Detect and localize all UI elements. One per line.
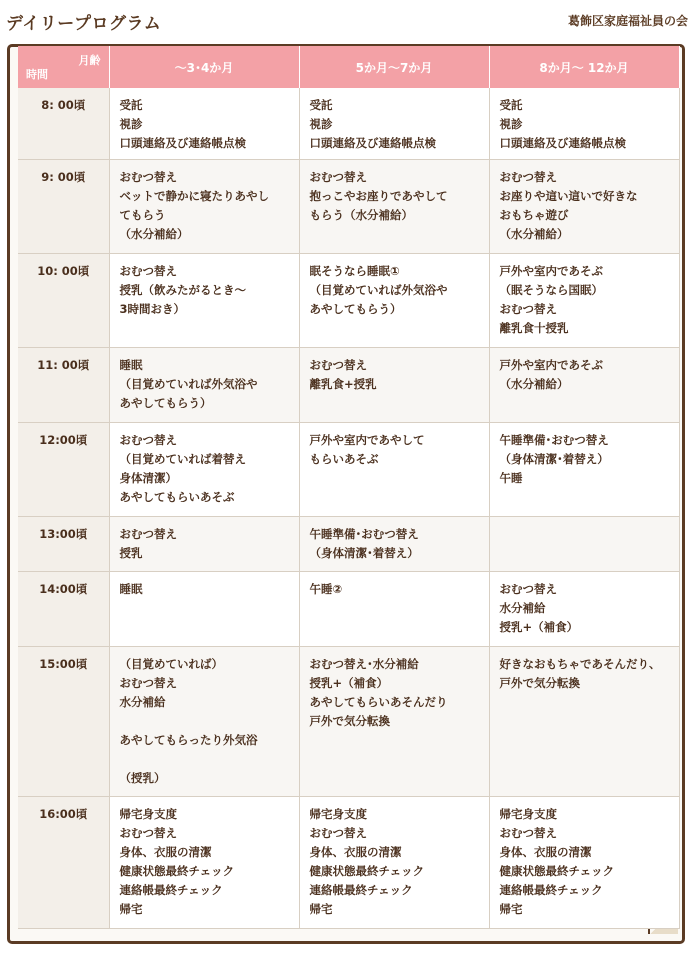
schedule-body xyxy=(18,88,679,929)
activity-cell xyxy=(299,254,489,348)
activity-line: おむつ替え xyxy=(119,170,177,184)
activity-line: 戸外で気分転換 xyxy=(499,676,580,690)
daily-program-table xyxy=(18,46,680,929)
activity-cell xyxy=(489,160,679,254)
activity-line: 眠そうなら睡眠① xyxy=(309,264,400,278)
time-cell: 10: 00頃 xyxy=(18,254,109,348)
activity-line: 連絡帳最終チェック xyxy=(309,883,413,897)
activity-line: 帰宅身支度 xyxy=(309,807,367,821)
activity-line: お座りや這い這いで好きな xyxy=(499,189,638,203)
activity-line: おむつ替え xyxy=(499,582,557,596)
activity-cell xyxy=(489,254,679,348)
activity-line: ベットで静かに寝たりあやし xyxy=(119,189,269,203)
time-cell: 11: 00頃 xyxy=(18,348,109,423)
activity-line xyxy=(120,750,291,769)
activity-line: 離乳食十授乳 xyxy=(499,321,569,335)
activity-line: もらいあそぶ xyxy=(309,452,379,466)
page-title: デイリープログラム xyxy=(6,14,162,34)
time-axis-label: 時間 xyxy=(26,68,48,81)
activity-cell xyxy=(489,647,679,797)
activity-line: 水分補給 xyxy=(499,601,546,615)
activity-line: 身体、衣服の清潔 xyxy=(499,845,592,859)
table-row xyxy=(18,517,679,572)
activity-cell xyxy=(299,88,489,160)
activity-line: あやしてもらいあそぶ xyxy=(119,490,235,504)
activity-cell xyxy=(489,88,679,160)
activity-cell xyxy=(109,797,299,929)
activity-cell xyxy=(489,797,679,929)
activity-line: （身体清潔･着替え） xyxy=(309,546,419,560)
activity-line: 身体、衣服の清潔 xyxy=(119,845,212,859)
activity-line: 水分補給 xyxy=(119,695,166,709)
column-header-2: 8か月〜 12か月 xyxy=(489,46,679,88)
activity-line: 視診 xyxy=(119,117,143,131)
activity-line: （水分補給） xyxy=(119,227,189,241)
activity-line: 好きなおもちゃであそんだり、 xyxy=(499,657,661,671)
activity-line: あやしてもらう） xyxy=(309,302,402,316)
activity-line: 受託 xyxy=(309,98,333,112)
activity-line: 視診 xyxy=(499,117,523,131)
activity-line: 帰宅身支度 xyxy=(499,807,557,821)
activity-line: 帰宅身支度 xyxy=(119,807,177,821)
time-cell: 14:00頃 xyxy=(18,572,109,647)
activity-line: もらう（水分補給） xyxy=(309,208,413,222)
activity-cell xyxy=(299,517,489,572)
activity-line: 午睡準備･おむつ替え xyxy=(309,527,419,541)
activity-line: あやしてもらう） xyxy=(119,396,212,410)
activity-line: 健康状態最終チェック xyxy=(499,864,615,878)
activity-line: おむつ替え xyxy=(119,433,177,447)
activity-line: 午睡準備･おむつ替え xyxy=(499,433,609,447)
activity-line: 健康状態最終チェック xyxy=(309,864,425,878)
activity-line: 授乳+（補食） xyxy=(309,676,389,690)
activity-line: おむつ替え xyxy=(309,170,367,184)
column-header-0: 〜3･4か月 xyxy=(109,46,299,88)
activity-cell xyxy=(109,160,299,254)
activity-line: おむつ替え xyxy=(309,826,367,840)
activity-line: おもちゃ遊び xyxy=(499,208,569,222)
activity-cell xyxy=(299,572,489,647)
activity-line: （目覚めていれば着替え xyxy=(119,452,246,466)
activity-line: 午睡 xyxy=(499,471,523,485)
time-cell: 16:00頃 xyxy=(18,797,109,929)
table-row xyxy=(18,88,679,160)
activity-line: おむつ替え xyxy=(119,264,177,278)
activity-line: 連絡帳最終チェック xyxy=(119,883,223,897)
table-row xyxy=(18,423,679,517)
activity-line: 連絡帳最終チェック xyxy=(499,883,603,897)
activity-cell xyxy=(109,254,299,348)
activity-line: おむつ替え xyxy=(309,358,367,372)
activity-line: おむつ替え xyxy=(499,826,557,840)
activity-line: おむつ替え xyxy=(119,676,177,690)
activity-line: 帰宅 xyxy=(499,902,523,916)
activity-cell xyxy=(489,572,679,647)
table-row xyxy=(18,160,679,254)
activity-line: あやしてもらったり外気浴 xyxy=(119,733,258,747)
activity-line: （目覚めていれば外気浴や xyxy=(309,283,448,297)
time-cell: 15:00頃 xyxy=(18,647,109,797)
activity-line: 戸外や室内であそぶ xyxy=(499,264,603,278)
activity-cell xyxy=(109,423,299,517)
activity-line: （授乳） xyxy=(119,771,166,785)
activity-line: 口頭連絡及び連絡帳点検 xyxy=(119,136,246,150)
activity-line: 睡眠 xyxy=(119,582,143,596)
activity-line: てもらう xyxy=(119,208,166,222)
age-axis-label: 月齢 xyxy=(78,54,101,67)
activity-cell xyxy=(299,423,489,517)
activity-line: 帰宅 xyxy=(119,902,143,916)
activity-line: （身体清潔･着替え） xyxy=(499,452,609,466)
activity-cell xyxy=(299,647,489,797)
activity-line: 帰宅 xyxy=(309,902,333,916)
activity-cell xyxy=(109,647,299,797)
activity-line: 離乳食+授乳 xyxy=(309,377,377,391)
corner-header-cell xyxy=(18,46,109,88)
activity-cell xyxy=(489,423,679,517)
activity-line: 身体、衣服の清潔 xyxy=(309,845,402,859)
activity-line: おむつ替え xyxy=(119,826,177,840)
activity-cell xyxy=(109,572,299,647)
activity-cell xyxy=(299,797,489,929)
organization-name: 葛飾区家庭福祉員の会 xyxy=(567,14,688,28)
table-header-row xyxy=(18,46,679,88)
activity-line: あやしてもらいあそんだり xyxy=(309,695,448,709)
activity-cell xyxy=(299,348,489,423)
table-row xyxy=(18,572,679,647)
activity-line: 睡眠 xyxy=(119,358,143,372)
activity-line: 戸外で気分転換 xyxy=(309,714,390,728)
activity-line: 授乳（飲みたがるとき〜 xyxy=(119,283,246,297)
table-row xyxy=(18,254,679,348)
activity-line: 戸外や室内であやして xyxy=(309,433,425,447)
activity-cell xyxy=(489,348,679,423)
activity-line: 午睡② xyxy=(309,582,343,596)
activity-line: 身体清潔） xyxy=(119,471,177,485)
activity-line: 3時間おき） xyxy=(119,302,186,316)
activity-line: （目覚めていれば外気浴や xyxy=(119,377,258,391)
page-header xyxy=(0,0,700,40)
activity-line: （水分補給） xyxy=(499,377,569,391)
activity-cell xyxy=(299,160,489,254)
column-header-1: 5か月〜7か月 xyxy=(299,46,489,88)
time-cell: 9: 00頃 xyxy=(18,160,109,254)
activity-line: （目覚めていれば） xyxy=(119,657,223,671)
activity-line: 口頭連絡及び連絡帳点検 xyxy=(499,136,626,150)
activity-line: （水分補給） xyxy=(499,227,569,241)
activity-line xyxy=(120,712,291,731)
time-cell: 12:00頃 xyxy=(18,423,109,517)
activity-line: おむつ替え･水分補給 xyxy=(309,657,419,671)
activity-line: 視診 xyxy=(309,117,333,131)
activity-line: 戸外や室内であそぶ xyxy=(499,358,603,372)
table-row xyxy=(18,647,679,797)
activity-line: おむつ替え xyxy=(499,302,557,316)
activity-line: おむつ替え xyxy=(499,170,557,184)
activity-cell xyxy=(109,88,299,160)
table-row xyxy=(18,797,679,929)
activity-line: 受託 xyxy=(119,98,143,112)
time-cell: 13:00頃 xyxy=(18,517,109,572)
activity-cell xyxy=(109,348,299,423)
activity-cell xyxy=(109,517,299,572)
activity-line: 抱っこやお座りであやして xyxy=(309,189,448,203)
table-row xyxy=(18,348,679,423)
activity-line: おむつ替え xyxy=(119,527,177,541)
activity-line: 口頭連絡及び連絡帳点検 xyxy=(309,136,436,150)
activity-cell xyxy=(489,517,679,572)
activity-line: （眠そうなら国眠） xyxy=(499,283,603,297)
activity-line: 健康状態最終チェック xyxy=(119,864,235,878)
time-cell: 8: 00頃 xyxy=(18,88,109,160)
activity-line: 授乳+（補食） xyxy=(499,620,579,634)
activity-line: 受託 xyxy=(499,98,523,112)
activity-line: 授乳 xyxy=(119,546,143,560)
